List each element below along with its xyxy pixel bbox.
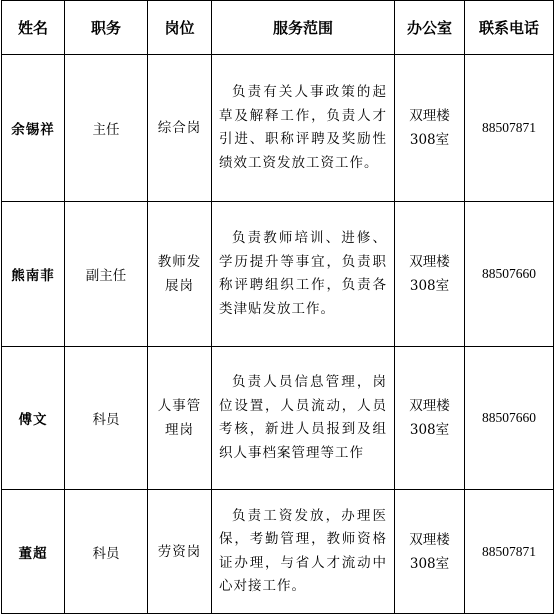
cell-scope (212, 202, 395, 347)
scope-text: 负责有关人事政策的起草及解释工作，负责人才引进、职称评聘及奖励性绩效工资发放工资工作。 (219, 84, 387, 171)
table-row (2, 55, 554, 202)
header-row (2, 1, 554, 55)
header-post: 岗位 (148, 1, 212, 55)
header-title: 职务 (65, 1, 148, 55)
cell-post (148, 347, 212, 490)
cell-name: 傅文 (2, 347, 65, 490)
scope-text: 负责工资发放，办理医保，考勤管理，教师资格证办理，与省人才流动中心对接工作。 (219, 507, 387, 594)
post-text: 劳资岗 (157, 543, 202, 560)
cell-scope (212, 55, 395, 202)
cell-post (148, 55, 212, 202)
cell-name: 余锡祥 (2, 55, 65, 202)
scope-text: 负责人员信息管理，岗位设置，人员流动，人员考核，新进人员报到及组织人事档案管理等工作 (219, 374, 387, 461)
office-text: 双理楼308室 (409, 108, 450, 148)
cell-title: 科员 (65, 490, 148, 614)
cell-office (395, 55, 465, 202)
office-text: 双理楼308室 (409, 531, 450, 572)
table-row (2, 347, 554, 490)
cell-title: 主任 (65, 55, 148, 202)
header-scope: 服务范围 (212, 1, 395, 55)
cell-phone: 88507660 (465, 202, 554, 347)
header-phone: 联系电话 (465, 1, 554, 55)
cell-phone: 88507660 (465, 347, 554, 490)
post-text: 教师发展岗 (157, 254, 202, 294)
header-office: 办公室 (395, 1, 465, 55)
cell-title: 科员 (65, 347, 148, 490)
scope-text: 负责教师培训、进修、学历提升等事宜，负责职称评聘组织工作，负责各类津贴发放工作。 (219, 230, 387, 317)
table-row (2, 490, 554, 614)
cell-scope (212, 347, 395, 490)
cell-name: 熊南菲 (2, 202, 65, 347)
header-name: 姓名 (2, 1, 65, 55)
cell-post (148, 202, 212, 347)
post-text: 综合岗 (157, 120, 202, 136)
cell-phone: 88507871 (465, 55, 554, 202)
cell-office (395, 202, 465, 347)
office-text: 双理楼308室 (409, 254, 450, 294)
staff-table (1, 0, 554, 614)
cell-office (395, 490, 465, 614)
cell-scope (212, 490, 395, 614)
cell-post (148, 490, 212, 614)
cell-phone: 88507871 (465, 490, 554, 614)
table-row (2, 202, 554, 347)
cell-title: 副主任 (65, 202, 148, 347)
post-text: 人事管理岗 (157, 398, 202, 438)
cell-office (395, 347, 465, 490)
office-text: 双理楼308室 (409, 398, 450, 438)
cell-name: 董超 (2, 490, 65, 614)
